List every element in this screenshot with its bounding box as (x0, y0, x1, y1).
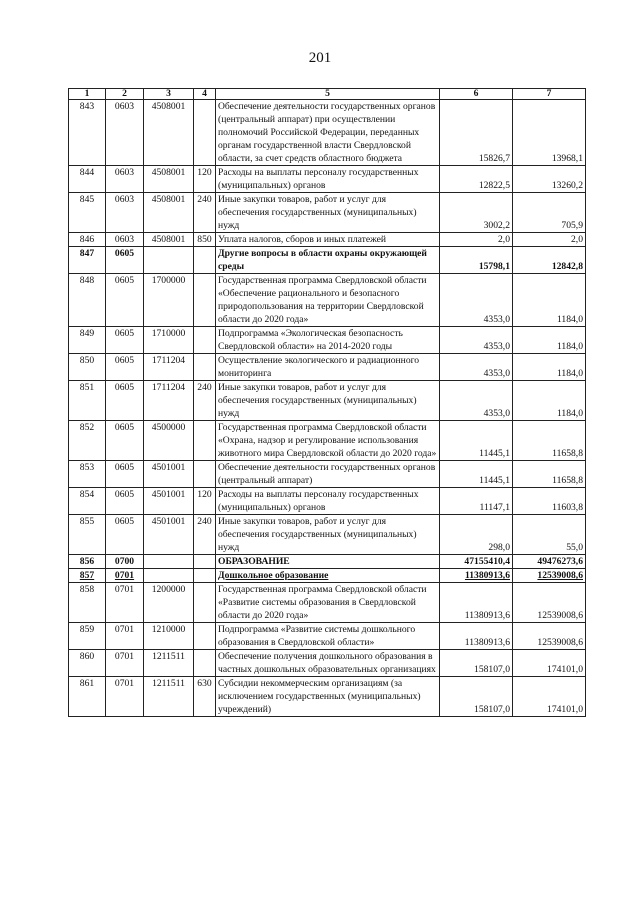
target-article-cell: 4508001 (144, 193, 194, 233)
item-name-cell: Подпрограмма «Развитие системы дошкольного образования в Свердловской области» (216, 623, 440, 650)
row-number-cell: 844 (69, 166, 106, 193)
expense-type-cell (194, 327, 216, 354)
amount-col7-cell: 12539008,6 (513, 623, 586, 650)
section-code-cell: 0605 (106, 488, 144, 515)
expense-type-cell: 240 (194, 193, 216, 233)
amount-col6-cell: 11445,1 (440, 461, 513, 488)
table-row (69, 193, 586, 233)
table-row (69, 247, 586, 274)
section-code-cell: 0701 (106, 650, 144, 677)
row-number-cell: 859 (69, 623, 106, 650)
amount-col6-cell: 4353,0 (440, 327, 513, 354)
item-name-cell: Другие вопросы в области охраны окружающей среды (216, 247, 440, 274)
expense-type-cell (194, 555, 216, 569)
expense-type-cell: 630 (194, 677, 216, 717)
target-article-cell: 4508001 (144, 166, 194, 193)
item-name-cell: Уплата налогов, сборов и иных платежей (216, 233, 440, 247)
item-name-cell: Иные закупки товаров, работ и услуг для обеспечения государственных (муниципальных) нужд (216, 193, 440, 233)
target-article-cell (144, 569, 194, 583)
row-number-cell: 857 (69, 569, 106, 583)
amount-col7-cell: 12539008,6 (513, 583, 586, 623)
amount-col6-cell: 2,0 (440, 233, 513, 247)
row-number-cell: 847 (69, 247, 106, 274)
section-code-cell: 0701 (106, 677, 144, 717)
item-name-cell: Расходы на выплаты персоналу государственных (муниципальных) органов (216, 488, 440, 515)
amount-col7-cell: 11658,8 (513, 461, 586, 488)
amount-col6-cell: 15826,7 (440, 100, 513, 166)
section-code-cell: 0603 (106, 100, 144, 166)
item-name-cell: Обеспечение получения дошкольного образования в частных дошкольных образовательных организациях (216, 650, 440, 677)
amount-col6-cell: 158107,0 (440, 677, 513, 717)
target-article-cell: 4500000 (144, 421, 194, 461)
section-code-cell: 0605 (106, 354, 144, 381)
row-number-cell: 852 (69, 421, 106, 461)
amount-col7-cell: 55,0 (513, 515, 586, 555)
amount-col6-cell: 158107,0 (440, 650, 513, 677)
section-code-cell: 0701 (106, 623, 144, 650)
section-code-cell: 0701 (106, 583, 144, 623)
amount-col6-cell: 12822,5 (440, 166, 513, 193)
table-row (69, 583, 586, 623)
expense-type-cell (194, 583, 216, 623)
table-row (69, 233, 586, 247)
target-article-cell (144, 555, 194, 569)
target-article-cell: 4501001 (144, 515, 194, 555)
table-row (69, 166, 586, 193)
amount-col7-cell: 1184,0 (513, 381, 586, 421)
target-article-cell: 1710000 (144, 327, 194, 354)
table-row (69, 381, 586, 421)
item-name-cell: Обеспечение деятельности государственных органов (центральный аппарат) (216, 461, 440, 488)
col-header-4: 4 (194, 89, 216, 100)
expense-type-cell: 240 (194, 515, 216, 555)
table-row (69, 677, 586, 717)
col-header-5: 5 (216, 89, 440, 100)
amount-col7-cell: 2,0 (513, 233, 586, 247)
table-row (69, 274, 586, 327)
item-name-cell: Подпрограмма «Экологическая безопасность Свердловской области» на 2014-2020 годы (216, 327, 440, 354)
amount-col7-cell: 13968,1 (513, 100, 586, 166)
target-article-cell: 4501001 (144, 461, 194, 488)
expense-type-cell (194, 461, 216, 488)
expense-type-cell (194, 354, 216, 381)
section-code-cell: 0700 (106, 555, 144, 569)
col-header-6: 6 (440, 89, 513, 100)
target-article-cell: 4508001 (144, 100, 194, 166)
item-name-cell: Осуществление экологического и радиационного мониторинга (216, 354, 440, 381)
row-number-cell: 853 (69, 461, 106, 488)
section-code-cell: 0605 (106, 461, 144, 488)
table-row (69, 650, 586, 677)
section-code-cell: 0603 (106, 166, 144, 193)
row-number-cell: 855 (69, 515, 106, 555)
amount-col7-cell: 705,9 (513, 193, 586, 233)
amount-col6-cell: 298,0 (440, 515, 513, 555)
section-code-cell: 0605 (106, 515, 144, 555)
amount-col7-cell: 11603,8 (513, 488, 586, 515)
table-row (69, 488, 586, 515)
amount-col6-cell: 3002,2 (440, 193, 513, 233)
expense-type-cell (194, 100, 216, 166)
section-code-cell: 0603 (106, 193, 144, 233)
amount-col7-cell: 174101,0 (513, 677, 586, 717)
amount-col6-cell: 11380913,6 (440, 569, 513, 583)
target-article-cell: 1211511 (144, 650, 194, 677)
row-number-cell: 850 (69, 354, 106, 381)
expense-type-cell: 850 (194, 233, 216, 247)
col-header-7: 7 (513, 89, 586, 100)
row-number-cell: 854 (69, 488, 106, 515)
expense-type-cell (194, 569, 216, 583)
row-number-cell: 856 (69, 555, 106, 569)
target-article-cell: 1711204 (144, 354, 194, 381)
expense-type-cell (194, 247, 216, 274)
amount-col7-cell: 12842,8 (513, 247, 586, 274)
row-number-cell: 861 (69, 677, 106, 717)
table-row (69, 623, 586, 650)
target-article-cell: 1211511 (144, 677, 194, 717)
row-number-cell: 846 (69, 233, 106, 247)
section-code-cell: 0605 (106, 274, 144, 327)
target-article-cell: 1711204 (144, 381, 194, 421)
item-name-cell: Субсидии некоммерческим организациям (за исключением государственных (муниципальных) учреждений) (216, 677, 440, 717)
row-number-cell: 845 (69, 193, 106, 233)
target-article-cell: 4501001 (144, 488, 194, 515)
section-code-cell: 0603 (106, 233, 144, 247)
row-number-cell: 848 (69, 274, 106, 327)
table-row (69, 461, 586, 488)
table-row (69, 555, 586, 569)
table-row (69, 327, 586, 354)
expense-type-cell (194, 623, 216, 650)
item-name-cell: ОБРАЗОВАНИЕ (216, 555, 440, 569)
target-article-cell: 4508001 (144, 233, 194, 247)
amount-col6-cell: 11147,1 (440, 488, 513, 515)
amount-col7-cell: 1184,0 (513, 274, 586, 327)
amount-col7-cell: 174101,0 (513, 650, 586, 677)
amount-col6-cell: 11445,1 (440, 421, 513, 461)
amount-col7-cell: 11658,8 (513, 421, 586, 461)
row-number-cell: 860 (69, 650, 106, 677)
item-name-cell: Дошкольное образование (216, 569, 440, 583)
target-article-cell: 1700000 (144, 274, 194, 327)
amount-col6-cell: 47155410,4 (440, 555, 513, 569)
amount-col6-cell: 4353,0 (440, 381, 513, 421)
item-name-cell: Обеспечение деятельности государственных органов (центральный аппарат) при осуществлении полномочий Российской Федерации, переданных органам государственной власти Свердловской области, за счет средств областного бюджета (216, 100, 440, 166)
amount-col7-cell: 1184,0 (513, 327, 586, 354)
item-name-cell: Расходы на выплаты персоналу государственных (муниципальных) органов (216, 166, 440, 193)
amount-col6-cell: 11380913,6 (440, 583, 513, 623)
section-code-cell: 0605 (106, 247, 144, 274)
amount-col6-cell: 4353,0 (440, 274, 513, 327)
expense-type-cell (194, 650, 216, 677)
section-code-cell: 0701 (106, 569, 144, 583)
section-code-cell: 0605 (106, 327, 144, 354)
row-number-cell: 851 (69, 381, 106, 421)
amount-col6-cell: 4353,0 (440, 354, 513, 381)
amount-col7-cell: 12539008,6 (513, 569, 586, 583)
target-article-cell (144, 247, 194, 274)
row-number-cell: 858 (69, 583, 106, 623)
amount-col6-cell: 11380913,6 (440, 623, 513, 650)
col-header-1: 1 (69, 89, 106, 100)
item-name-cell: Государственная программа Свердловской области «Обеспечение рационального и безопасного природопользования на территории Свердловской области до 2020 года» (216, 274, 440, 327)
amount-col7-cell: 13260,2 (513, 166, 586, 193)
table-row (69, 569, 586, 583)
table-row (69, 100, 586, 166)
section-code-cell: 0605 (106, 381, 144, 421)
expense-type-cell: 240 (194, 381, 216, 421)
item-name-cell: Иные закупки товаров, работ и услуг для обеспечения государственных (муниципальных) нужд (216, 515, 440, 555)
target-article-cell: 1200000 (144, 583, 194, 623)
amount-col7-cell: 49476273,6 (513, 555, 586, 569)
table-row (69, 354, 586, 381)
item-name-cell: Иные закупки товаров, работ и услуг для обеспечения государственных (муниципальных) нужд (216, 381, 440, 421)
page-number: 201 (308, 50, 332, 66)
row-number-cell: 843 (69, 100, 106, 166)
col-header-3: 3 (144, 89, 194, 100)
target-article-cell: 1210000 (144, 623, 194, 650)
col-header-2: 2 (106, 89, 144, 100)
row-number-cell: 849 (69, 327, 106, 354)
table-row (69, 515, 586, 555)
expense-type-cell: 120 (194, 488, 216, 515)
budget-table (68, 88, 586, 717)
section-code-cell: 0605 (106, 421, 144, 461)
item-name-cell: Государственная программа Свердловской области «Развитие системы образования в Свердловской области до 2020 года» (216, 583, 440, 623)
amount-col7-cell: 1184,0 (513, 354, 586, 381)
expense-type-cell (194, 421, 216, 461)
amount-col6-cell: 15798,1 (440, 247, 513, 274)
item-name-cell: Государственная программа Свердловской области «Охрана, надзор и регулирование использования животного мира Свердловской области до 2020 года» (216, 421, 440, 461)
expense-type-cell (194, 274, 216, 327)
expense-type-cell: 120 (194, 166, 216, 193)
table-header-row (69, 89, 586, 100)
table-row (69, 421, 586, 461)
